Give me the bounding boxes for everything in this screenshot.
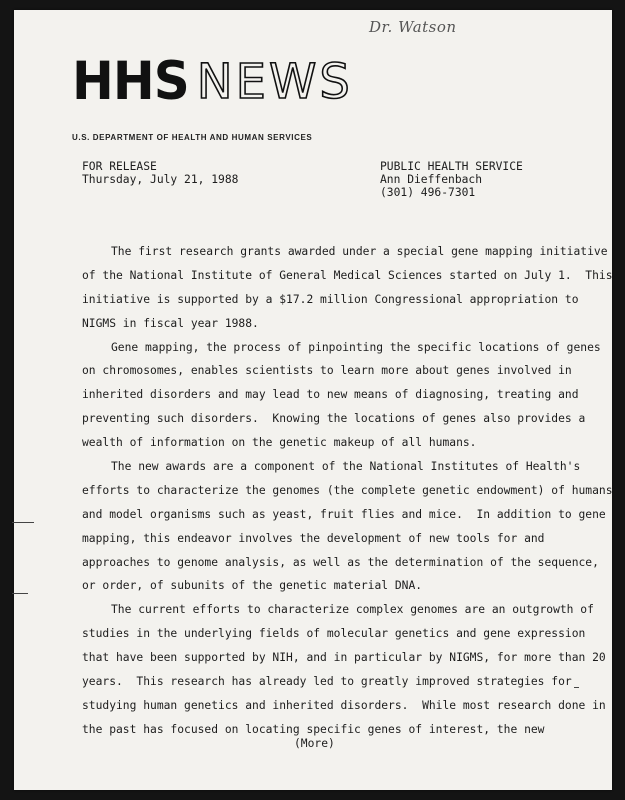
paragraph [82,336,622,455]
paragraph-line: the past has focused on locating specific genes of interest, the new [82,722,545,736]
paragraph-line: studies in the underlying fields of molecular genetics and gene expression [82,627,586,641]
paragraph-line: that have been supported by NIH, and in particular by NIGMS, for more than 20 [82,651,606,665]
margin-mark [574,687,579,688]
paragraph-line: studying human genetics and inherited disorders. While most research done in [82,698,606,712]
handwritten-note: Dr. Watson [369,18,457,36]
release-label: FOR RELEASE [82,160,157,173]
paragraph-line: on chromosomes, enables scientists to learn more about genes involved in [82,364,572,378]
contact-phone: (301) 496-7301 [380,186,476,199]
release-date: Thursday, July 21, 1988 [82,173,239,186]
logo-news-text: NEWS [196,54,353,110]
hhs-news-logo [72,52,353,112]
paragraph-line: or order, of subunits of the genetic material DNA. [82,579,423,593]
release-info [82,160,238,186]
paragraph-line: efforts to characterize the genomes (the complete genetic endowment) of humans [82,483,613,497]
paragraph-line: preventing such disorders. Knowing the locations of genes also provides a [82,412,586,426]
paragraph-line: The first research grants awarded under a special gene mapping initiative [111,245,608,258]
contact-agency: PUBLIC HEALTH SERVICE [380,160,523,173]
paragraph-line: and model organisms such as yeast, fruit flies and mice. In addition to gene [82,507,606,521]
paragraph-line: The new awards are a component of the National Institutes of Health's [111,460,581,474]
paragraph-line: initiative is supported by a $17.2 million Congressional appropriation to [82,292,579,306]
logo-hhs-text: HHS [72,50,189,112]
paragraph-line: wealth of information on the genetic makeup of all humans. [82,436,477,450]
margin-mark [12,593,28,594]
document-page [14,10,612,790]
press-release-body [82,240,622,742]
paragraph-line: NIGMS in fiscal year 1988. [82,316,259,330]
contact-info [380,160,523,199]
department-name: U.S. DEPARTMENT OF HEALTH AND HUMAN SERVICES [72,133,313,142]
paragraph-line: inherited disorders and may lead to new means of diagnosing, treating and [82,388,579,402]
paragraph-line: Gene mapping, the process of pinpointing the specific locations of genes [111,340,601,354]
paragraph-line: of the National Institute of General Medical Sciences started on July 1. This [82,268,613,282]
paragraph-line: approaches to genome analysis, as well as the determination of the sequence, [82,555,599,569]
paragraph [82,598,622,741]
paragraph-line: The current efforts to characterize complex genomes are an outgrowth of [111,603,594,617]
more-indicator: (More) [294,737,335,750]
paragraph [82,240,622,336]
paragraph [82,455,622,598]
paragraph-line: years. This research has already led to greatly improved strategies for [82,675,572,689]
margin-mark [12,522,34,523]
contact-name: Ann Dieffenbach [380,173,483,186]
paragraph-line: mapping, this endeavor involves the development of new tools for and [82,531,545,545]
